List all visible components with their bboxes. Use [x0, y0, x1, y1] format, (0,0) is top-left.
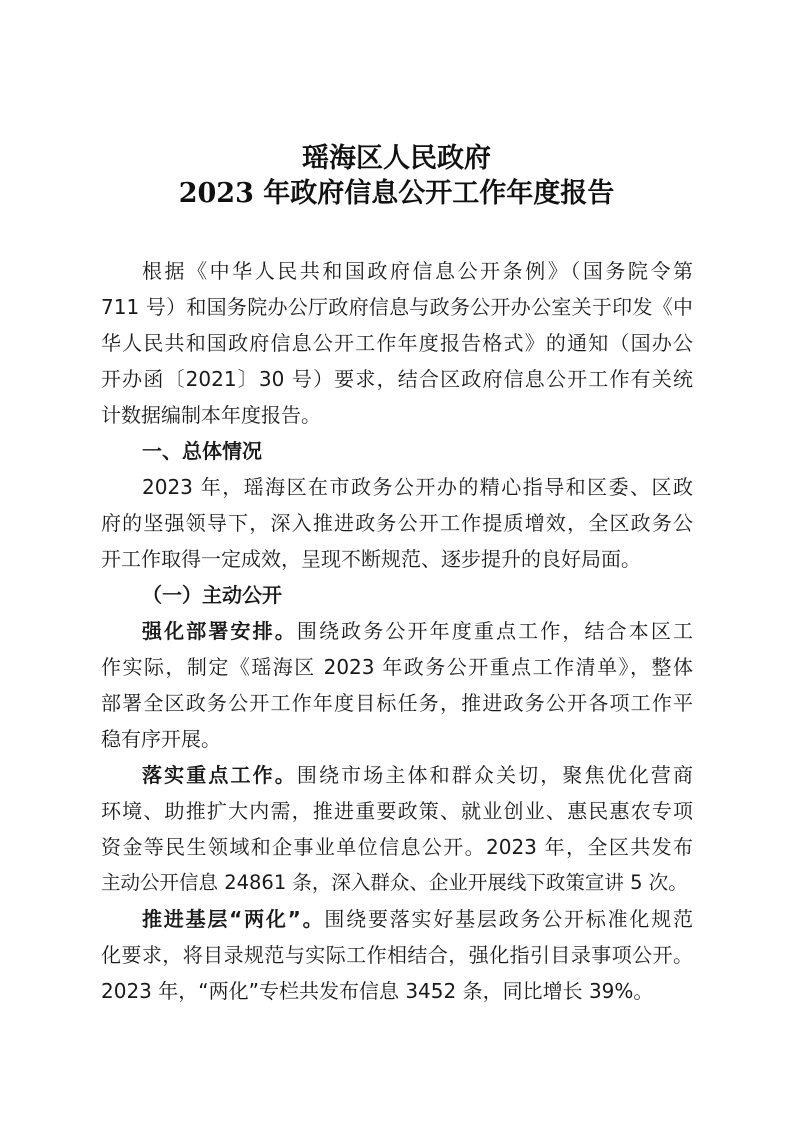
overview-line-2: 府的坚强领导下，深入推进政务公开工作提质增效，全区政务公 — [101, 511, 693, 535]
keywork-first-rest: 围绕市场主体和群众关切，聚焦优化营商 — [296, 763, 693, 787]
keywork-lead: 落实重点工作。 — [142, 763, 297, 787]
keywork-line-4: 主动公开信息 24861 条，深入群众、企业开展线下政策宣讲 5 次。 — [101, 871, 688, 894]
intro-line-1: 根据《中华人民共和国政府信息公开条例》（国务院令第 — [142, 259, 693, 283]
grassroots-line-3: 2023 年，“两化”专栏共发布信息 3452 条，同比增长 39%。 — [101, 979, 654, 1003]
keywork-line-1 — [142, 757, 693, 793]
report-title-line2: 2023 年政府信息公开工作年度报告 — [178, 178, 615, 209]
overview-line-3: 开工作取得一定成效，呈现不断规范、逐步提升的良好局面。 — [101, 547, 641, 571]
intro-line-3: 华人民共和国政府信息公开工作年度报告格式》的通知（国办公 — [101, 331, 693, 355]
section-heading-overview: 一、总体情况 — [142, 439, 262, 463]
deploy-line-4: 稳有序开展。 — [101, 727, 221, 751]
deploy-first-rest: 围绕政务公开年度重点工作，结合本区工 — [296, 619, 693, 643]
intro-line-4: 开办函〔2021〕30 号）要求，结合区政府信息公开工作有关统 — [101, 367, 693, 391]
grassroots-line-1 — [142, 901, 693, 937]
grassroots-lead: 推进基层“两化”。 — [142, 907, 325, 931]
intro-line-2: 711 号）和国务院办公厅政府信息与政务公开办公室关于印发《中 — [101, 295, 693, 319]
deploy-line-1 — [142, 613, 693, 649]
report-title-line1: 瑶海区人民政府 — [302, 143, 491, 174]
grassroots-first-rest: 围绕要落实好基层政务公开标准化规范 — [324, 907, 694, 931]
deploy-lead: 强化部署安排。 — [142, 619, 297, 643]
deploy-line-2: 作实际，制定《瑶海区 2023 年政务公开重点工作清单》，整体 — [101, 655, 693, 679]
intro-line-5: 计数据编制本年度报告。 — [101, 403, 321, 427]
keywork-line-2: 环境、助推扩大内需，推进重要政策、就业创业、惠民惠农专项 — [101, 799, 693, 823]
subsection-heading-active-disclosure: （一）主动公开 — [142, 583, 282, 607]
overview-line-1: 2023 年，瑶海区在市政务公开办的精心指导和区委、区政 — [142, 475, 693, 499]
keywork-line-3: 资金等民生领域和企事业单位信息公开。2023 年，全区共发布 — [101, 835, 693, 859]
deploy-line-3: 部署全区政务公开工作年度目标任务，推进政务公开各项工作平 — [101, 691, 693, 715]
grassroots-line-2: 化要求，将目录规范与实际工作相结合，强化指引目录事项公开。 — [101, 943, 693, 967]
